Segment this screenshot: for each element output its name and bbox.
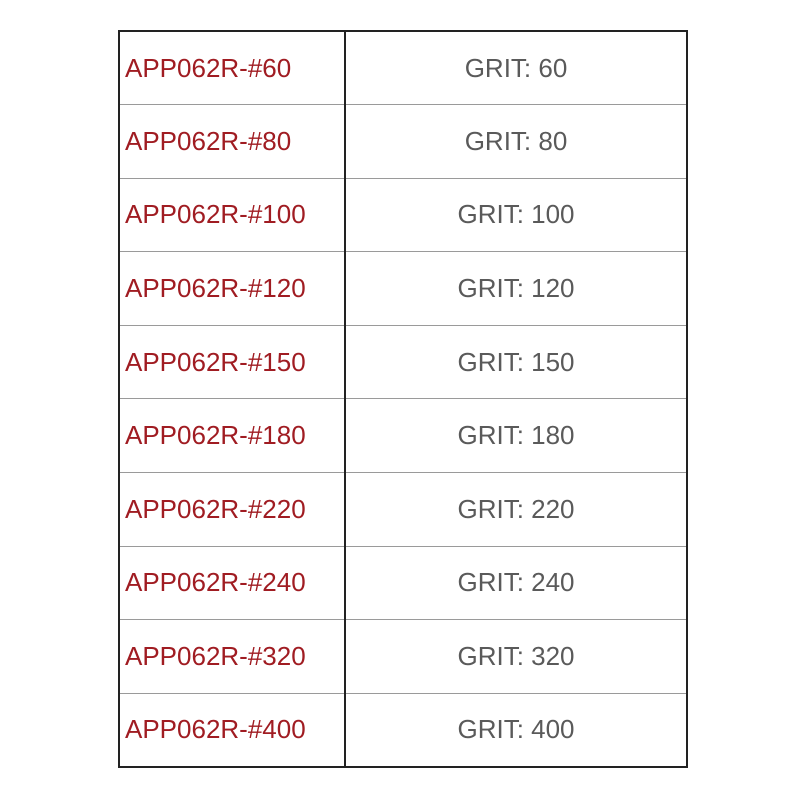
grit-value-cell: GRIT: 120 [345, 252, 687, 326]
product-code-cell: APP062R-#320 [119, 620, 345, 694]
table-row [119, 178, 687, 252]
grit-value-cell: GRIT: 240 [345, 546, 687, 620]
grit-value-cell: GRIT: 320 [345, 620, 687, 694]
table-row [119, 252, 687, 326]
grit-value-cell: GRIT: 400 [345, 693, 687, 767]
grit-value-cell: GRIT: 180 [345, 399, 687, 473]
product-code-cell: APP062R-#150 [119, 325, 345, 399]
grit-value-cell: GRIT: 100 [345, 178, 687, 252]
product-code-cell: APP062R-#220 [119, 473, 345, 547]
grit-value-cell: GRIT: 60 [345, 31, 687, 105]
product-code-cell: APP062R-#120 [119, 252, 345, 326]
table-row [119, 105, 687, 179]
product-code-cell: APP062R-#60 [119, 31, 345, 105]
product-code-cell: APP062R-#400 [119, 693, 345, 767]
product-code-cell: APP062R-#240 [119, 546, 345, 620]
product-code-cell: APP062R-#180 [119, 399, 345, 473]
grit-value-cell: GRIT: 150 [345, 325, 687, 399]
table-row [119, 31, 687, 105]
grit-table [118, 30, 688, 768]
table-row [119, 325, 687, 399]
table-row [119, 620, 687, 694]
product-code-cell: APP062R-#80 [119, 105, 345, 179]
grit-value-cell: GRIT: 80 [345, 105, 687, 179]
table-row [119, 693, 687, 767]
table-row [119, 546, 687, 620]
product-code-cell: APP062R-#100 [119, 178, 345, 252]
table-row [119, 473, 687, 547]
grit-table-body [119, 31, 687, 767]
table-row [119, 399, 687, 473]
grit-value-cell: GRIT: 220 [345, 473, 687, 547]
